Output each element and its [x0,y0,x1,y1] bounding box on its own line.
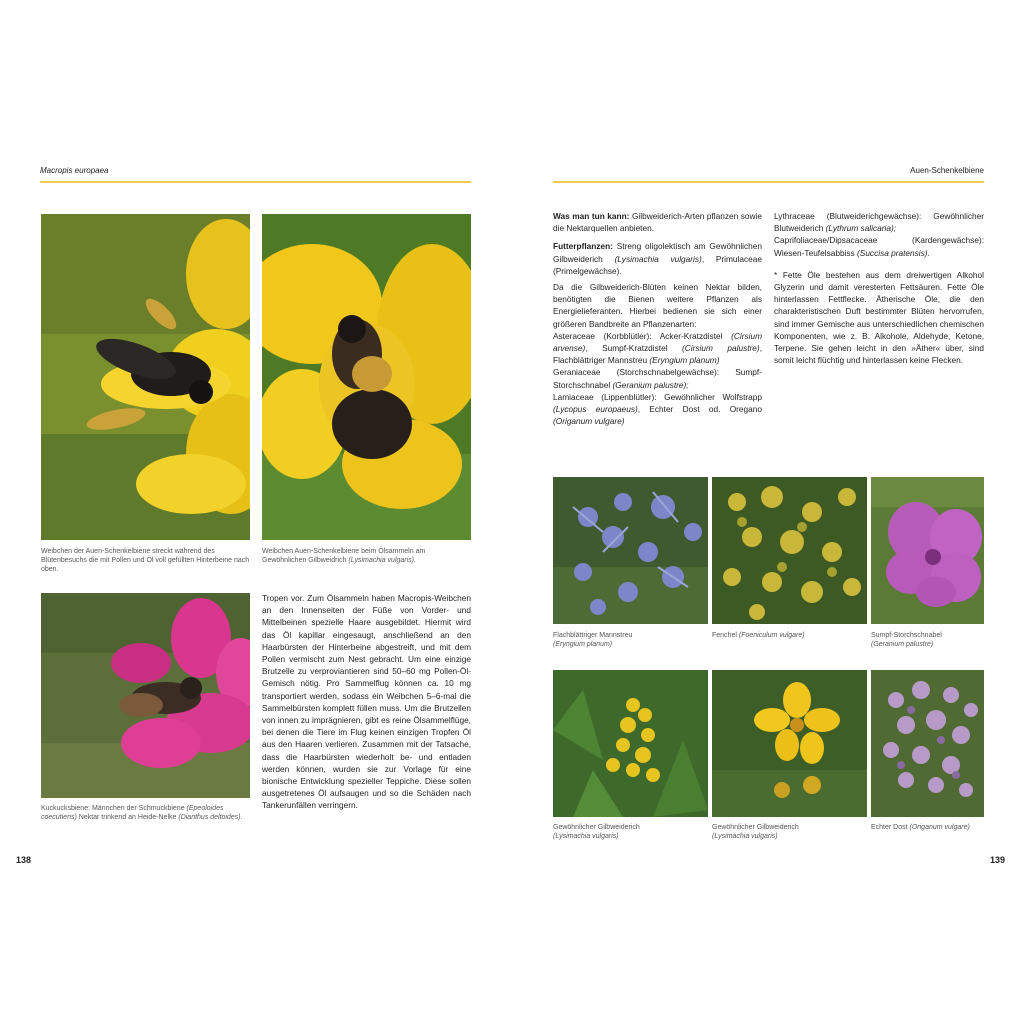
caption-photo-2: Weibchen Auen-Schenkelbiene beim Ölsammeln am Gewöhnlichen Gilbweidrich (Lysimachia vulgaris). [262,548,426,564]
photo-cuckoo-bee-on-carnation [41,593,250,798]
footnote: * Fette Öle bestehen aus dem dreiwertigen Alkohol Glyzerin und damit veresterten Fettsäuren. Fette Öle hinterlassen Fettflecke. Ätherische Öle, die den charakteristischen Duft bestimmter Blüten hervorrufen, sind immer Gemische aus unterschiedlichen chemischen Komponenten, wie z. B. Alkohole, Aldehyde, Ketone, Terpene. Sie gehen leicht in den »Äther« über, sind somit leicht flüchtig und hinterlassen keine Flecken. [774,269,984,366]
header-rule-right [553,181,984,183]
gallery-caption-2: Fenchel (Foeniculum vulgare) [712,632,805,639]
caption-photo-1: Weibchen der Auen-Schenkelbiene streckt während des Blütenbesuchs die mit Pollen und Öl voll gefüllten Hinterbeine nach oben. [41,548,250,573]
photo-eryngium [553,477,708,624]
gallery-caption-6: Echter Dost (Origanum vulgare) [871,824,970,831]
right-text-column-1: Was man tun kann: Gilbweiderich-Arten pflanzen sowie die Nektarquellen anbieten. Futterpflanzen: Streng oligolektisch am Gewöhnlichen Gilbweiderich (Lysimachia vulgaris), Primulaceae (Primelgewächse). Da die Gilbweiderich-Blüten keinen Nektar bilden, benötigten die Bienen weitere Pflanzen als Energielieferanten. Hierbei bedienen sie sich einer größeren Bandbreite an Pflanzenarten: Asteraceae (Korbblütler): Acker-Kratzdistel (Cirsium arvense), Sumpf-Kratzdistel (Cirsium palustre), Flachblättriger Mannstreu (Eryngium planum) Geraniaceae (Storchschnabelgewächse): Sumpf-Storchschnabel (Geranium palustre); Lamiaceae (Lippenblütler): Gewöhnlicher Wolfstrapp (Lycopus europaeus), Echter Dost od. Oregano (Origanum vulgare) [553,211,763,427]
running-head-right: Auen-Schenkelbiene [910,166,984,175]
photo-loosestrife-b [712,670,867,817]
running-head-left: Macropis europaea [40,166,109,175]
gallery-caption-4: Gewöhnlicher Gilbweiderich (Lysimachia vulgaris) [553,824,640,840]
caption-photo-3: Kuckucksbiene: Männchen der Schmuckbiene (Epeoloides coecutiens) Nektar trinkend an Heide-Nelke (Dianthus deltoides). [41,805,243,821]
photo-geranium [871,477,984,624]
gallery-caption-1: Flachblättriger Mannstreu (Eryngium planum) [553,632,633,648]
page-number-left: 138 [16,855,32,865]
photo-fennel [712,477,867,624]
right-text-column-2: Lythraceae (Blutweiderichgewächse): Gewöhnlicher Blutweiderich (Lythrum salicaria); Caprifoliaceae/Dipsacaceae (Kardengewächse): Wiesen-Teufelsabbiss (Succisa pratensis). * Fette Öle bestehen aus dem dreiwertigen Alkohol Glyzerin und damit veresterten Fettsäuren. Fette Öle hinterlassen Fettflecke. Ätherische Öle, die den charakteristischen Duft bestimmter Blüten hervorrufen, sind immer Gemische aus unterschiedlichen chemischen Komponenten, wie z. B. Alkohole, Aldehyde, Ketone, Terpene. Sie gehen leicht in den »Äther« über, sind somit leicht flüchtig und hinterlassen keine Flecken. [774,211,984,366]
photo-bee-on-loosestrife-2 [262,214,471,540]
left-body-text: Tropen vor. Zum Ölsammeln haben Macropis-Weibchen an den Innenseiten der Füße von Vorder- und Mittelbeinen spezielle Haare ausgebildet. Hiermit wird das Öl kapillar eingesaugt, anschließend an den Haarbürsten der Hinterbeine abgestreift, und mit dem Pollen vermischt zum Nest gebracht. Um eine einzige Brutzelle zu verproviantieren sind 50–60 mg Pollen-Öl-Gemisch nötig. Pro Sammelflug können ca. 10 mg transportiert werden, sodass ein Weibchen 5–6-mal die Sammelbürsten komplett füllen muss. Um die Brutzellen von innen zu imprägnieren, gibt es reine Ölsammelflüge, bei denen die Tiere im Flug keinen einzigen Tropfen Öl aus den Haaren verlieren. Zusammen mit der Tatsache, dass die Haarbürsten wiederholt be- und entladen werden können, wurden sie zur Vorlage für eine bionische Entwicklung spezieller Teppiche. Diese sollen ausgetretenes Öl aufsaugen und so die Schäden nach Tankerunfällen verringern. [262,593,471,811]
photo-oregano [871,670,984,817]
page-number-right: 139 [990,855,1006,865]
gallery-caption-3: Sumpf-Storchschnabel (Geranium palustre) [871,632,942,648]
photo-bee-on-loosestrife-1 [41,214,250,540]
photo-loosestrife-a [553,670,708,817]
header-rule-left [40,181,471,183]
gallery-caption-5: Gewöhnlicher Gilbweiderich (Lysimachia vulgaris) [712,824,799,840]
